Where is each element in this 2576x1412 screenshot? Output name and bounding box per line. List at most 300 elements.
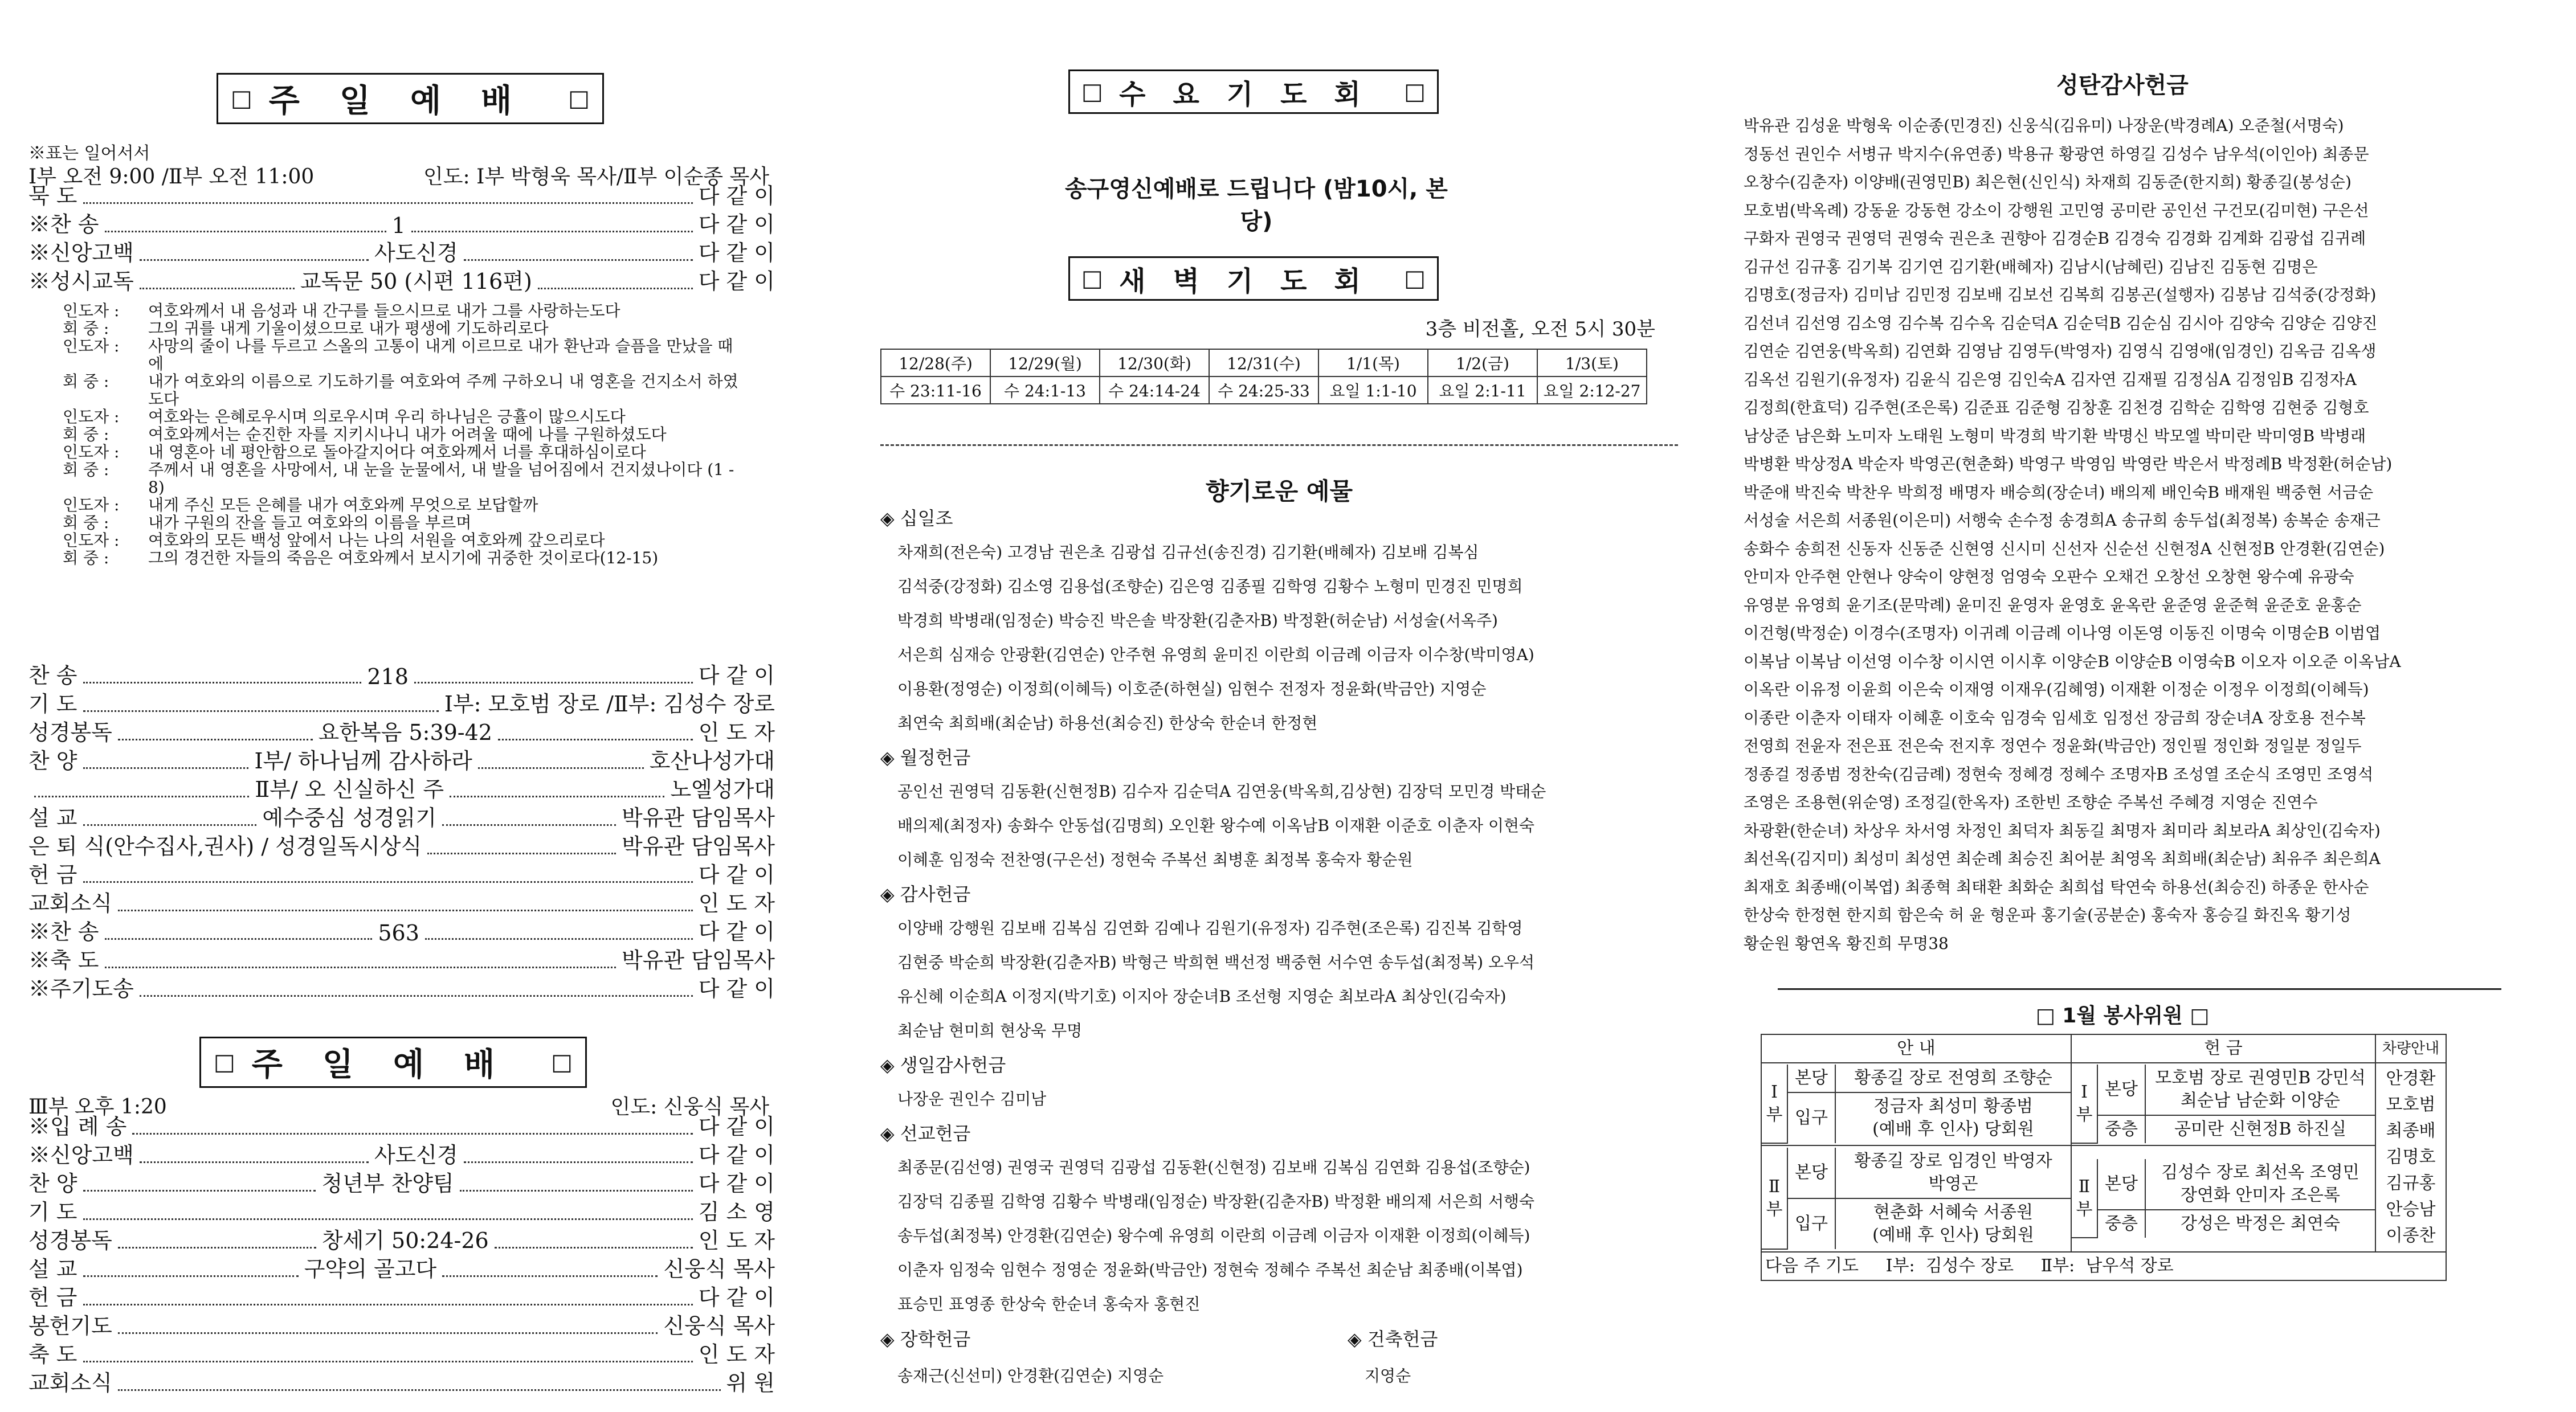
order-item-label: 축 도: [28, 1342, 77, 1367]
dotted-leader: [498, 739, 693, 740]
responsive-line: [63, 461, 746, 496]
donor-names-line: 오창수(김춘자) 이양배(권영민B) 최은현(신인식) 차재희 김동준(한지희) 황종길(봉성순): [1744, 173, 2352, 191]
order-item-label: 교회소식: [28, 891, 112, 916]
order-item-label: ※성시교독: [28, 269, 134, 294]
wednesday-prayer-title-box: [1068, 69, 1439, 114]
dotted-leader: [140, 259, 369, 261]
dotted-leader: [105, 231, 386, 232]
dotted-leader: [83, 682, 362, 684]
order-item-label: 은 퇴 식(안수집사,권사) / 성경일독시상식: [28, 834, 422, 859]
responsive-reading: [63, 302, 746, 567]
part2-label-offer: Ⅱ 부: [2072, 1159, 2097, 1238]
reader-role: 인도자 :: [63, 337, 120, 355]
dawn-scripture: 수 23:11-16: [881, 376, 990, 404]
reading-text: 여호와께서 내 음성과 내 간구를 들으시므로 내가 그를 사랑하는도다: [148, 301, 620, 320]
order-item-label: ※찬 송: [28, 212, 99, 237]
offer1-jung: 공미란 신현정B 하진실: [2145, 1115, 2375, 1143]
dawn-texts-row: [881, 376, 1647, 404]
order-item: [28, 661, 775, 689]
dotted-leader: [83, 767, 249, 769]
dotted-leader: [495, 1247, 693, 1249]
scholarship-offering-label: ◈ 장학헌금: [880, 1328, 971, 1350]
order-item-content: 사도신경: [374, 1143, 458, 1168]
donor-names-line: 송화수 송희전 신동자 신동준 신현영 신시미 신선자 신순선 신현정A 신현정B 안경환(김연순): [1744, 539, 2385, 558]
offering-category: ◈ 월정헌금: [880, 747, 971, 768]
order-item-content: 사도신경: [374, 240, 458, 265]
title-square-left: □: [231, 85, 252, 112]
reading-text: 여호와께서는 순진한 자를 지키시나니 내가 어려울 때에 나를 구원하셨도다: [148, 425, 667, 444]
order-item-label: ※신앙고백: [28, 1143, 134, 1168]
order-item-leader: 다 같 이: [698, 663, 775, 688]
car-volunteers: 안경환 모호범 최종배 김명호 김규홍 안승남 이종찬: [2375, 1063, 2446, 1252]
donor-names-line: 김연순 김연웅(박옥희) 김연화 김영남 김영두(박영자) 김영식 김영애(임경인) 김옥금 김옥생: [1744, 342, 2377, 361]
reading-text: 그의 귀를 내게 기울이셨으므로 내가 평생에 기도하리로다: [148, 319, 549, 338]
donor-names-line: 최선옥(김지미) 최성미 최성연 최순례 최승진 최어분 최영옥 최희배(최순남) 최유주 최은희A: [1744, 849, 2381, 868]
order-item-leader: 다 같 이: [698, 1285, 775, 1310]
dotted-leader: [140, 288, 295, 289]
offering-names-line: 차재희(전은숙) 고경남 권은초 김광섭 김규선(송진경) 김기환(배혜자) 김보배 김복심: [897, 543, 1479, 562]
responsive-line: [63, 320, 746, 337]
reader-role: 인도자 :: [63, 301, 120, 320]
order-item: [28, 1254, 775, 1283]
order-item-label: 헌 금: [28, 1285, 77, 1310]
sunday-worship-title-box: [217, 73, 604, 124]
part1-label-offer: Ⅰ 부: [2072, 1065, 2097, 1143]
dawn-date: 12/28(주): [881, 349, 990, 376]
responsive-line: [63, 425, 746, 443]
dotted-leader: [414, 682, 693, 684]
reading-text: 사망의 줄이 나를 두르고 스올의 고통이 내게 이르므로 내가 환난과 슬픔을 만났을 때에: [148, 337, 733, 373]
title-square-right: □: [1404, 265, 1426, 292]
guide1-bondang: 황종길 장로 전영희 조향순: [1835, 1065, 2071, 1092]
donor-names-line: 김명호(정금자) 김미남 김민정 김보배 김보선 김복희 김봉곤(설행자) 김봉남 김석중(강정화): [1744, 285, 2377, 304]
order-item-leader: 인 도 자: [698, 1342, 775, 1367]
donor-names-line: 모호범(박옥례) 강동윤 강동현 강소이 강행원 고민영 공미란 공인선 구건모(김미현) 구은선: [1744, 200, 2369, 220]
reader-role: 회 중 :: [63, 319, 109, 338]
building-offering-label: ◈ 건축헌금: [1348, 1328, 1438, 1350]
dotted-leader: [83, 1361, 693, 1362]
order-item-leader: 호산나성가대: [649, 748, 775, 773]
order-item-leader: 박유관 담임목사: [621, 834, 775, 859]
donor-names-line: 김선녀 김선영 김소영 김수복 김수옥 김순덕A 김순덕B 김순심 김시아 김양숙 김양순 김양진: [1744, 313, 2378, 333]
donor-names-line: 김정희(한효덕) 김주현(조은록) 김준표 김준형 김창훈 김천경 김학순 김학영 김현중 김형호: [1744, 398, 2369, 417]
dotted-leader: [105, 967, 616, 968]
order-item-content: 218: [367, 664, 409, 689]
donor-names-line: 한상숙 한정현 한지희 함은숙 허 윤 형운파 홍기술(공분순) 홍숙자 홍승길 화진옥 황기성: [1744, 906, 2352, 924]
reading-text: 내게 주신 모든 은혜를 내가 여호와께 무엇으로 보답할까: [148, 496, 538, 514]
order-item: [28, 775, 775, 803]
dotted-leader: [118, 910, 693, 911]
order-item-content: Ⅱ부/ 오 신실하신 주: [255, 777, 444, 802]
order-item-leader: 신웅식 목사: [663, 1257, 775, 1282]
reader-role: 회 중 :: [63, 372, 109, 391]
offering-category: ◈ 감사헌금: [880, 883, 971, 905]
offering-names-line: 최순남 현미희 현상욱 무명: [897, 1021, 1083, 1040]
dotted-leader: [140, 1161, 369, 1163]
scholarship-offering-names: 송재근(신선미) 안경환(김연순) 지영순: [897, 1366, 1164, 1385]
section-divider: [1778, 988, 2501, 990]
order-item-content: 청년부 찬양팀: [321, 1171, 454, 1196]
responsive-line: [63, 443, 746, 461]
offer2-bondang: 김성수 장로 최선옥 조영민 장연화 안미자 조은록: [2145, 1159, 2375, 1210]
order-item-leader: 다 같 이: [698, 1143, 775, 1168]
service3-leader: 인도: 신웅식 목사: [610, 1095, 769, 1119]
offer1-bondang: 모호범 장로 권영민B 강민석 최순남 남순화 이양순: [2145, 1065, 2375, 1115]
order-item-content: 창세기 50:24-26: [321, 1228, 489, 1253]
order-item-leader: 다 같 이: [698, 1171, 775, 1196]
sunday-worship-3-title-box: [199, 1037, 587, 1088]
order-item-content: 요한복음 5:39-42: [318, 720, 492, 745]
dawn-scripture: 수 24:25-33: [1209, 376, 1318, 404]
dotted-leader: [105, 938, 373, 940]
dotted-leader: [118, 1332, 658, 1334]
dotted-leader: [464, 1161, 693, 1163]
dawn-date: 12/30(화): [1100, 349, 1209, 376]
order-item-label: 설 교: [28, 1257, 77, 1282]
order-item: [28, 1112, 775, 1140]
order-item-leader: 다 같 이: [698, 919, 775, 944]
guide1-bondang-label: 본당: [1787, 1065, 1835, 1092]
offering-names-line: 김현중 박순희 박장환(김춘자B) 박형근 박희현 백선정 백중현 서수연 송두섭(최정복) 오우석: [897, 953, 1535, 972]
donor-names-line: 남상준 남은화 노미자 노태원 노형미 박경희 박기환 박명신 박모엘 박미란 박미영B 박병래: [1744, 426, 2366, 445]
responsive-line: [63, 373, 746, 408]
donor-names-line: 정동선 권인수 서병규 박지수(유연종) 박용규 황광연 하영길 김성수 남우석(이인아) 최종문: [1744, 144, 2369, 163]
responsive-line: [63, 302, 746, 320]
reader-role: 인도자 :: [63, 496, 120, 514]
order-item-label: ※주기도송: [28, 976, 134, 1001]
dotted-leader: [538, 288, 693, 289]
order-item: [28, 889, 775, 917]
order-item: [28, 1197, 775, 1226]
order-item-content: 예수중심 성경읽기: [262, 805, 437, 830]
dotted-leader: [464, 259, 693, 261]
dawn-prayer-schedule-table: [880, 349, 1647, 404]
donor-names-line: 이복남 이복남 이선영 이수창 이시연 이시후 이양순B 이양순B 이영숙B 이오자 이오준 이옥남A: [1744, 652, 2401, 671]
dotted-leader: [118, 1247, 316, 1249]
donor-names-line: 황순원 황연옥 황진희 무명38: [1744, 934, 1949, 953]
order-item: [28, 803, 775, 832]
order-item: [28, 860, 775, 889]
donor-names-line: 박유관 김성윤 박형욱 이순종(민경진) 신웅식(김유미) 나장운(박경례A) 오준철(서명숙): [1744, 116, 2344, 135]
order-item-leader: 신웅식 목사: [663, 1313, 775, 1339]
title-square-right: □: [1404, 79, 1426, 105]
dawn-prayer-title-box: [1068, 256, 1439, 301]
reader-role: 회 중 :: [63, 549, 109, 567]
order-of-worship-3: [28, 1112, 775, 1397]
dawn-date: 1/1(목): [1318, 349, 1428, 376]
donor-names-line: 이옥란 이유정 이윤희 이은숙 이재영 이재우(김혜영) 이재환 이정순 이정우 이정희(이혜득): [1744, 680, 2369, 699]
dawn-scripture: 수 24:1-13: [990, 376, 1100, 404]
order-item: [28, 1140, 775, 1169]
dotted-leader: [460, 1190, 693, 1192]
reader-role: 회 중 :: [63, 425, 109, 444]
order-item-leader: 위 원: [726, 1370, 775, 1395]
offering-names-line: 김장덕 김종필 김학영 김황수 박병래(임정순) 박장환(김춘자B) 박정환 배의제 서은희 서행숙: [897, 1192, 1535, 1211]
order-item-leader: 김 소 영: [698, 1200, 775, 1225]
order-item-label: 성경봉독: [28, 720, 112, 745]
order-item-label: 교회소식: [28, 1370, 112, 1395]
offering-part2: [2072, 1159, 2375, 1238]
wednesday-notice: 송구영신예배로 드립니다 (밤10시, 본당): [1065, 176, 1448, 235]
reader-role: 인도자 :: [63, 407, 120, 426]
guide-part2: [1762, 1148, 2071, 1250]
dawn-prayer-place: 3층 비전홀, 오전 5시 30분: [1425, 318, 1655, 341]
order-item: [28, 267, 775, 295]
order-item: [28, 946, 775, 974]
order-item-leader: 다 같 이: [698, 240, 775, 265]
order-item-label: 기 도: [28, 1200, 77, 1225]
order-item: [28, 181, 775, 210]
responsive-line: [63, 531, 746, 549]
donor-names-line: 이건형(박정순) 이경수(조명자) 이귀례 이금례 이나영 이돈영 이동진 이명숙 이명순B 이범엽: [1744, 624, 2381, 642]
offering-names-line: 박경희 박병래(임정순) 박승진 박은솔 박장환(김춘자B) 박정환(허순남) 서성술(서옥주): [897, 611, 1498, 630]
guide-part1: [1762, 1065, 2071, 1144]
header-car: 차량안내: [2375, 1034, 2446, 1063]
order-item-leader: 박유관 담임목사: [621, 948, 775, 973]
dawn-scripture: 요일 2:12-27: [1537, 376, 1647, 404]
order-item-content: 1: [391, 213, 406, 238]
sunday-worship-title: 주일예배: [268, 83, 552, 120]
order-item-leader: 인 도 자: [698, 720, 775, 745]
donor-names-line: 정종걸 정종범 정찬숙(김금례) 정현숙 정혜경 정혜수 조명자B 조성열 조순식 조영민 조영석: [1744, 764, 2374, 784]
dawn-scripture: 요일 2:1-11: [1428, 376, 1537, 404]
order-item: [28, 210, 775, 238]
offer2-jung-label: 중층: [2097, 1210, 2145, 1238]
wednesday-prayer-title: 수요기도회: [1119, 78, 1388, 110]
dotted-leader: [425, 938, 693, 940]
donor-names-line: 구화자 권영국 권영덕 권영숙 권은초 권향아 김경순B 김경숙 김경화 김계화 김광섭 김귀례: [1744, 229, 2366, 248]
order-item-leader: 박유관 담임목사: [621, 805, 775, 830]
order-item: [28, 1368, 775, 1397]
reading-text: 여호와는 은혜로우시며 의로우시며 우리 하나님은 긍휼이 많으시도다: [148, 407, 626, 426]
next-week-prayer: 다음 주 기도 Ⅰ부: 김성수 장로 Ⅱ부: 남우석 장로: [1761, 1252, 2446, 1280]
dotted-leader: [34, 796, 249, 797]
offering-names-line: 유신혜 이순희A 이정지(박기호) 이지아 장순녀B 조선형 지영순 최보라A 최상인(김숙자): [897, 987, 1507, 1006]
order-item-leader: 다 같 이: [698, 269, 775, 294]
order-item: [28, 917, 775, 946]
offering-part1: [2072, 1065, 2375, 1144]
reader-role: 회 중 :: [63, 513, 109, 532]
donor-names-line: 박병환 박상정A 박순자 박영곤(현춘화) 박영구 박영임 박영란 박은서 박정례B 박정환(허순남): [1744, 455, 2393, 473]
dotted-leader: [83, 824, 257, 826]
offering-names-line: 이혜훈 임정숙 전찬영(구은선) 정현숙 주복선 최병훈 최정복 홍숙자 황순원: [897, 850, 1413, 869]
offering-category: ◈ 선교헌금: [880, 1123, 971, 1144]
order-item-content: Ⅰ부/ 하나님께 감사하라: [254, 748, 472, 773]
offering-title: 향기로운 예물: [1205, 477, 1353, 505]
reading-text: 그의 경건한 자들의 죽음은 여호와께서 보시기에 귀중한 것이로다(12-15): [148, 549, 659, 567]
order-item-content: 교독문 50 (시편 116편): [300, 269, 532, 294]
offering-names-line: 서은희 심재승 안광환(김연순) 안주현 유영희 윤미진 이란희 이금례 이금자 이수창(박미영A): [897, 645, 1534, 664]
donor-names-line: 김옥선 김원기(유정자) 김윤식 김은영 김인숙A 김자연 김재필 김정심A 김정임B 김정자A: [1744, 370, 2357, 389]
donor-names-line: 전영희 전윤자 전은표 전은숙 전지후 정연수 정윤화(박금안) 정인필 정인화 정일분 정일두: [1744, 736, 2362, 755]
order-item-leader: 다 같 이: [698, 1114, 775, 1139]
standing-note: ※표는 일어서서: [28, 144, 150, 163]
order-item-leader: 다 같 이: [698, 862, 775, 887]
order-item-leader: 다 같 이: [698, 976, 775, 1001]
sunday-worship-3-title: 주일예배: [251, 1046, 535, 1083]
offering-names-line: 공인선 권영덕 김동환(신현정B) 김수자 김순덕A 김연웅(박옥희,김상현) 김장덕 모민경 박태순: [897, 782, 1546, 801]
dotted-leader: [118, 739, 313, 740]
guide2-ipgu: 현춘화 서혜숙 서종원 (예배 후 인사) 당회원: [1835, 1198, 2071, 1249]
donor-names-line: 조영은 조용현(위순영) 조정길(한옥자) 조한빈 조향순 주복선 주혜경 지영순 진연수: [1744, 793, 2318, 812]
donor-names-line: 안미자 안주현 안현나 양숙이 양현정 엄영숙 오판수 오채건 오창선 오창현 왕수예 유광숙: [1744, 567, 2354, 586]
guide2-bondang: 황종길 장로 임경인 박영자 박영곤: [1835, 1148, 2071, 1198]
reader-role: 인도자 :: [63, 443, 120, 461]
dotted-leader: [140, 995, 693, 997]
dawn-scripture: 수 24:14-24: [1100, 376, 1209, 404]
offer1-bondang-label: 본당: [2097, 1065, 2145, 1115]
reading-text: 여호와의 모든 백성 앞에서 나는 나의 서원을 여호와께 갚으리로다: [148, 531, 605, 550]
order-item: [28, 718, 775, 746]
reader-role: 회 중 :: [63, 460, 109, 479]
reading-text: 주께서 내 영혼을 사망에서, 내 눈을 눈물에서, 내 발을 넘어짐에서 건지셨나이다 (1 - 8): [148, 460, 734, 497]
order-item-content: 구약의 골고다: [304, 1257, 437, 1282]
offer2-bondang-label: 본당: [2097, 1159, 2145, 1210]
order-item-leader: 다 같 이: [698, 212, 775, 237]
order-of-worship-top: [28, 181, 775, 295]
offering-names-line: 송두섭(최정복) 안경환(김연순) 왕수예 유영희 이란희 이금례 이금자 이재환 이정희(이혜득): [897, 1226, 1530, 1245]
service-times: Ⅰ부 오전 9:00 /Ⅱ부 오전 11:00: [28, 165, 315, 189]
title-square-right: □: [551, 1049, 573, 1075]
building-offering-names: 지영순: [1365, 1366, 1411, 1385]
title-square-left: □: [1081, 79, 1103, 105]
header-offering: 헌 금: [2071, 1034, 2375, 1063]
order-item: [28, 238, 775, 267]
order-item-leader: Ⅰ부: 모호범 장로 /Ⅱ부: 김성수 장로: [444, 691, 775, 717]
order-item-label: 헌 금: [28, 862, 77, 887]
order-item-label: 기 도: [28, 691, 77, 717]
dotted-leader: [450, 796, 664, 797]
volunteers-title: □ 1월 봉사위원 □: [2035, 1004, 2210, 1028]
part2-label: Ⅱ 부: [1762, 1148, 1787, 1249]
offering-names-line: 이용환(정영순) 이정희(이혜득) 이호준(하현실) 임현수 전정자 정윤화(박금안) 지영순: [897, 680, 1487, 698]
dawn-date: 12/29(월): [990, 349, 1100, 376]
reading-text: 내가 구원의 잔을 들고 여호와의 이름을 부르며: [148, 513, 472, 532]
order-item: [28, 1226, 775, 1254]
title-square-right: □: [568, 85, 590, 112]
order-item: [28, 1311, 775, 1340]
responsive-line: [63, 496, 746, 514]
donor-names-line: 차광환(한순녀) 차상우 차서영 차정인 최덕자 최동길 최명자 최미라 최보라A 최상인(김숙자): [1744, 821, 2381, 840]
order-item-label: 찬 양: [28, 748, 77, 773]
order-item-content: 563: [378, 920, 419, 946]
order-item-label: 설 교: [28, 805, 77, 830]
order-item-leader: 인 도 자: [698, 891, 775, 916]
dotted-leader: [427, 853, 616, 854]
offering-names-line: 최연숙 최희배(최순남) 하용선(최승진) 한상숙 한순녀 한정현: [897, 714, 1318, 732]
dotted-leader: [442, 824, 616, 826]
offering-names-line: 최종문(김선영) 권영국 권영덕 김광섭 김동환(신현정) 김보배 김복심 김연화 김용섭(조향순): [897, 1158, 1530, 1177]
dashed-divider: [880, 444, 1678, 446]
title-square-left: □: [214, 1049, 235, 1075]
dotted-leader: [442, 1275, 658, 1277]
reader-role: 인도자 :: [63, 531, 120, 550]
offer1-jung-label: 중층: [2097, 1115, 2145, 1143]
offering-names-line: 이양배 강행원 김보배 김복심 김연화 김예나 김원기(유정자) 김주현(조은록) 김진복 김학영: [897, 919, 1523, 938]
dawn-date: 12/31(수): [1209, 349, 1318, 376]
order-item: [28, 832, 775, 860]
dotted-leader: [118, 1389, 721, 1391]
dawn-prayer-title: 새벽기도회: [1119, 265, 1388, 297]
order-item-leader: 노엘성가대: [670, 777, 775, 802]
offering-category: ◈ 생일감사헌금: [880, 1054, 1006, 1076]
order-item: [28, 1283, 775, 1311]
service3-time: Ⅲ부 오후 1:20: [28, 1095, 167, 1119]
dotted-leader: [83, 1304, 693, 1305]
order-item: [28, 974, 775, 1002]
responsive-line: [63, 337, 746, 373]
dotted-leader: [83, 710, 439, 712]
christmas-offering-names: [1744, 112, 2479, 957]
header-guide: 안 내: [1761, 1034, 2071, 1063]
dawn-scripture: 요일 1:1-10: [1318, 376, 1428, 404]
christmas-offering-title: 성탄감사헌금: [2056, 72, 2189, 99]
order-item: [28, 1340, 775, 1368]
service-leaders: 인도: Ⅰ부 박형욱 목사/Ⅱ부 이순종 목사: [423, 165, 769, 189]
dotted-leader: [83, 1275, 299, 1277]
donor-names-line: 서성술 서은희 서종원(이은미) 서행숙 손수정 송경희A 송규희 송두섭(최정복) 송복순 송재근: [1744, 511, 2381, 530]
order-of-worship-bottom: [28, 661, 775, 1002]
dotted-leader: [83, 881, 693, 883]
order-item: [28, 1169, 775, 1197]
order-item: [28, 689, 775, 718]
dotted-leader: [478, 767, 644, 769]
order-item: [28, 746, 775, 775]
order-item-label: 성경봉독: [28, 1228, 112, 1253]
offering-names-line: 이춘자 임정숙 임현수 정영순 정윤화(박금안) 정현숙 정혜수 주복선 최순남 최종배(이복엽): [897, 1260, 1523, 1279]
donor-names-line: 최재호 최종배(이복엽) 최종혁 최태환 최화순 최희섭 탁연숙 하용선(최승진) 하종운 한사순: [1744, 877, 2369, 897]
donor-names-line: 박준애 박진숙 박찬우 박희정 배명자 배승희(장순녀) 배의제 배인숙B 배재원 백중현 서금순: [1744, 482, 2374, 502]
order-item-label: ※찬 송: [28, 919, 99, 944]
offering-names-line: 김석중(강정화) 김소영 김용섭(조향순) 김은영 김종필 김학영 김황수 노형미 민경진 민명희: [897, 577, 1523, 596]
order-item-label: 봉헌기도: [28, 1313, 112, 1339]
part1-label: Ⅰ 부: [1762, 1065, 1787, 1143]
donor-names-line: 유영분 유영희 윤기조(문막례) 윤미진 윤영자 윤영호 윤옥란 윤준영 윤준혁 윤준호 윤홍순: [1744, 595, 2362, 615]
dotted-leader: [132, 1133, 692, 1135]
offering-names-line: 표승민 표영종 한상숙 한순녀 홍숙자 홍현진: [897, 1295, 1201, 1313]
offering-category: ◈ 십일조: [880, 507, 953, 529]
donor-names-line: 이종란 이춘자 이태자 이혜훈 이호숙 임경숙 임세호 임정선 장금희 장순녀A 장호용 전수복: [1744, 708, 2366, 727]
dawn-dates-row: [881, 349, 1647, 376]
dawn-date: 1/3(토): [1537, 349, 1647, 376]
responsive-line: [63, 549, 746, 567]
dotted-leader: [83, 1190, 316, 1192]
guide1-ipgu: 정금자 최성미 황종범 (예배 후 인사) 당회원: [1835, 1092, 2071, 1143]
order-item-leader: 다 같 이: [698, 183, 775, 208]
offer2-jung: 강성은 박정은 최연숙: [2145, 1210, 2375, 1238]
reading-text: 내가 여호와의 이름으로 기도하기를 여호와여 주께 구하오니 내 영혼을 건지소서 하였도다: [148, 372, 738, 408]
order-item-label: ※축 도: [28, 948, 99, 973]
title-square-left: □: [1081, 265, 1103, 292]
order-item-label: ※입 례 송: [28, 1114, 127, 1139]
responsive-line: [63, 514, 746, 531]
volunteers-table: [1761, 1034, 2447, 1281]
guide2-bondang-label: 본당: [1787, 1148, 1835, 1198]
offering-names-line: 나장운 권인수 김미남: [897, 1090, 1047, 1108]
order-item-label: 묵 도: [28, 183, 77, 208]
order-item-leader: 인 도 자: [698, 1228, 775, 1253]
order-item-label: 찬 양: [28, 1171, 77, 1196]
dotted-leader: [83, 1218, 693, 1220]
dawn-date: 1/2(금): [1428, 349, 1537, 376]
order-item-label: 찬 송: [28, 663, 77, 688]
responsive-line: [63, 408, 746, 425]
dotted-leader: [83, 202, 693, 204]
dotted-leader: [411, 231, 693, 232]
guide2-ipgu-label: 입구: [1787, 1198, 1835, 1249]
donor-names-line: 김규선 김규홍 김기복 김기연 김기환(배혜자) 김남시(남혜린) 김남진 김동현 김명은: [1744, 257, 2318, 276]
guide1-ipgu-label: 입구: [1787, 1092, 1835, 1143]
